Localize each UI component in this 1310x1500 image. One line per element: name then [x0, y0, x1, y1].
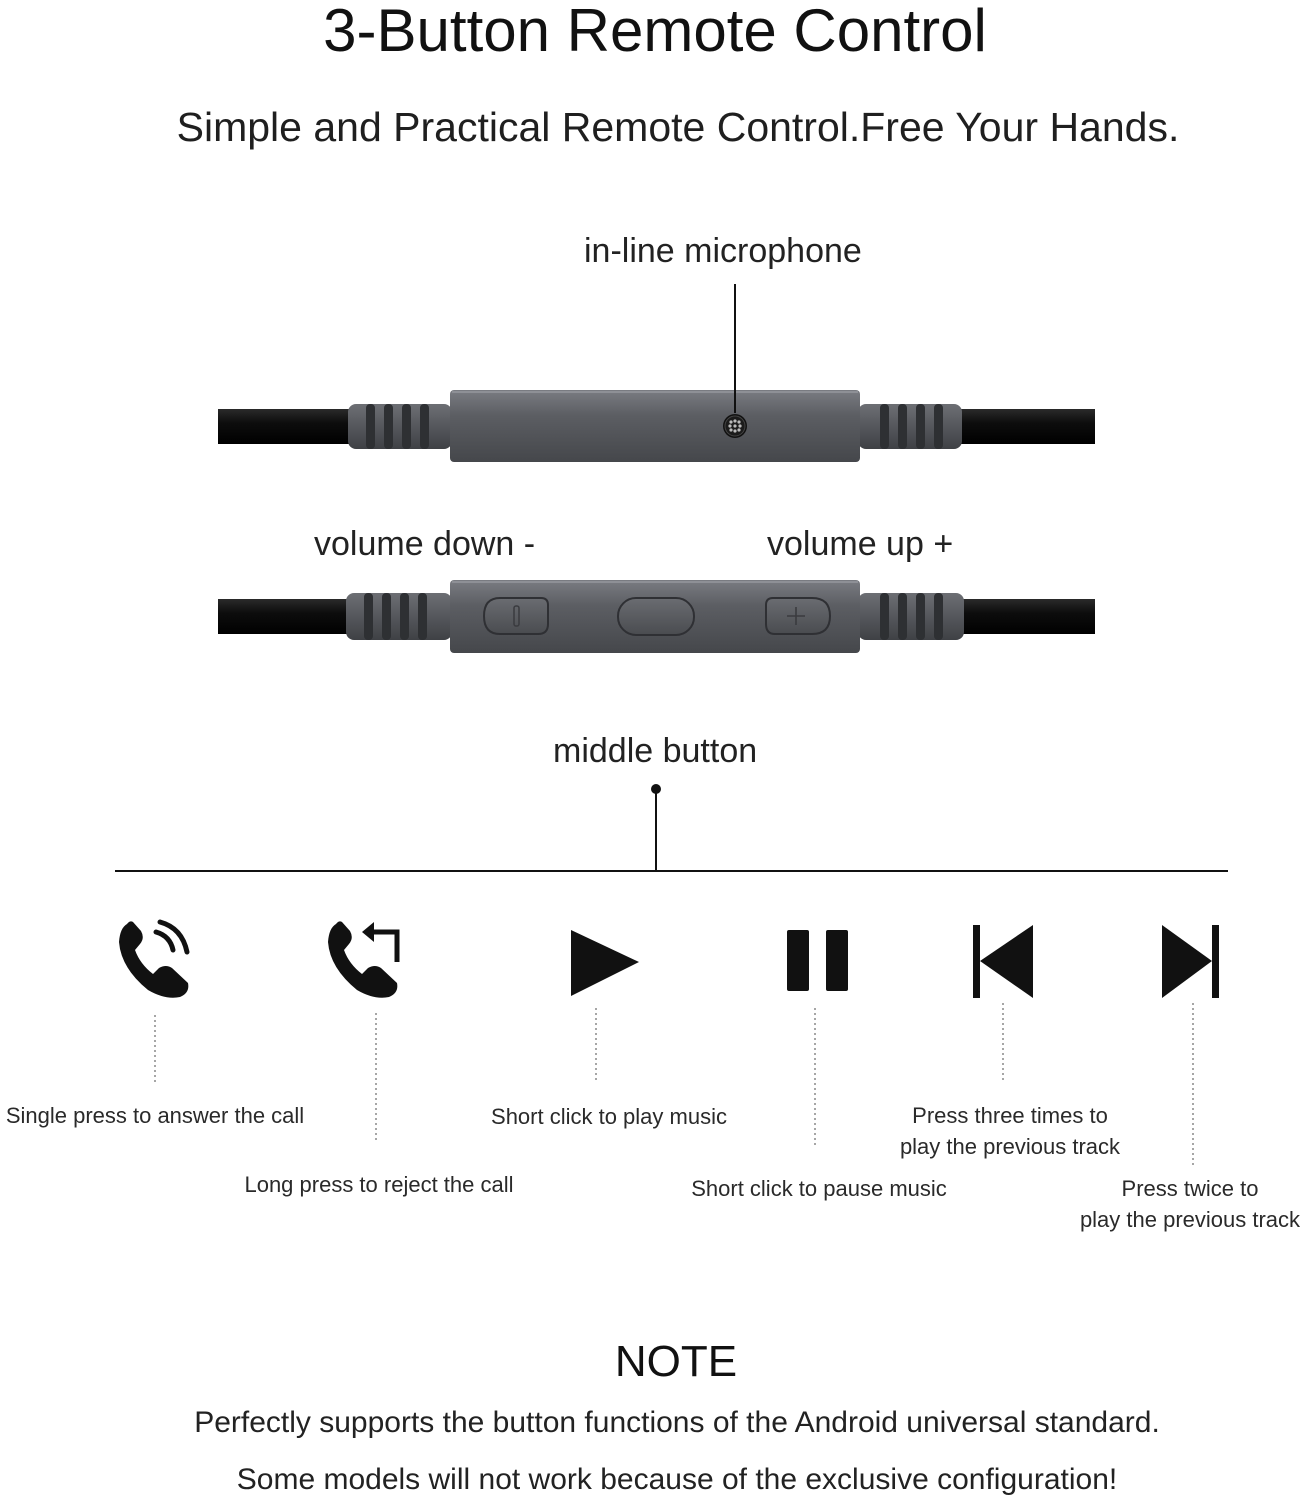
page-title: 3-Button Remote Control — [323, 0, 987, 64]
strain-relief-right — [858, 593, 964, 640]
volume-down-button — [484, 598, 548, 634]
next-track-icon — [1162, 925, 1219, 998]
phone-reject-icon — [328, 921, 397, 997]
volume-down-label: volume down - — [314, 525, 536, 563]
function-caption-answer: Single press to answer the call — [5, 1103, 305, 1128]
function-caption-play: Short click to play music — [491, 1104, 727, 1129]
function-caption-next — [1070, 1173, 1310, 1235]
middle-button — [618, 598, 694, 635]
strain-relief-left — [346, 593, 452, 640]
note-line-2: Some models will not work because of the exclusive configuration! — [236, 1463, 1118, 1496]
microphone-label: in-line microphone — [584, 232, 862, 270]
remote-button-view — [218, 580, 1095, 653]
function-caption-reject: Long press to reject the call — [244, 1172, 514, 1197]
middle-button-label: middle button — [553, 732, 758, 770]
caption-line: play the previous track — [1079, 1207, 1301, 1232]
note-title: NOTE — [614, 1337, 738, 1386]
previous-track-icon — [973, 925, 1033, 998]
remote-housing — [450, 390, 860, 462]
pause-icon — [787, 930, 848, 991]
caption-line: play the previous track — [899, 1134, 1121, 1159]
note-line-1: Perfectly supports the button functions of the Android universal standard. — [194, 1406, 1160, 1439]
strain-relief-left — [348, 404, 452, 449]
play-icon — [571, 930, 639, 996]
caption-line: Press three times to — [912, 1103, 1108, 1128]
strain-relief-right — [858, 404, 962, 449]
microphone-hole-icon — [723, 414, 747, 438]
phone-answer-icon — [119, 921, 188, 997]
volume-up-label: volume up + — [767, 525, 954, 563]
page-subtitle: Simple and Practical Remote Control.Free Your Hands. — [176, 104, 1180, 150]
function-caption-pause: Short click to pause music — [691, 1176, 947, 1201]
remote-top-view — [218, 284, 1095, 462]
volume-up-button — [766, 598, 830, 634]
function-caption-previous — [878, 1100, 1142, 1162]
caption-line: Press twice to — [1121, 1176, 1259, 1201]
middle-button-pointer — [115, 784, 1228, 871]
